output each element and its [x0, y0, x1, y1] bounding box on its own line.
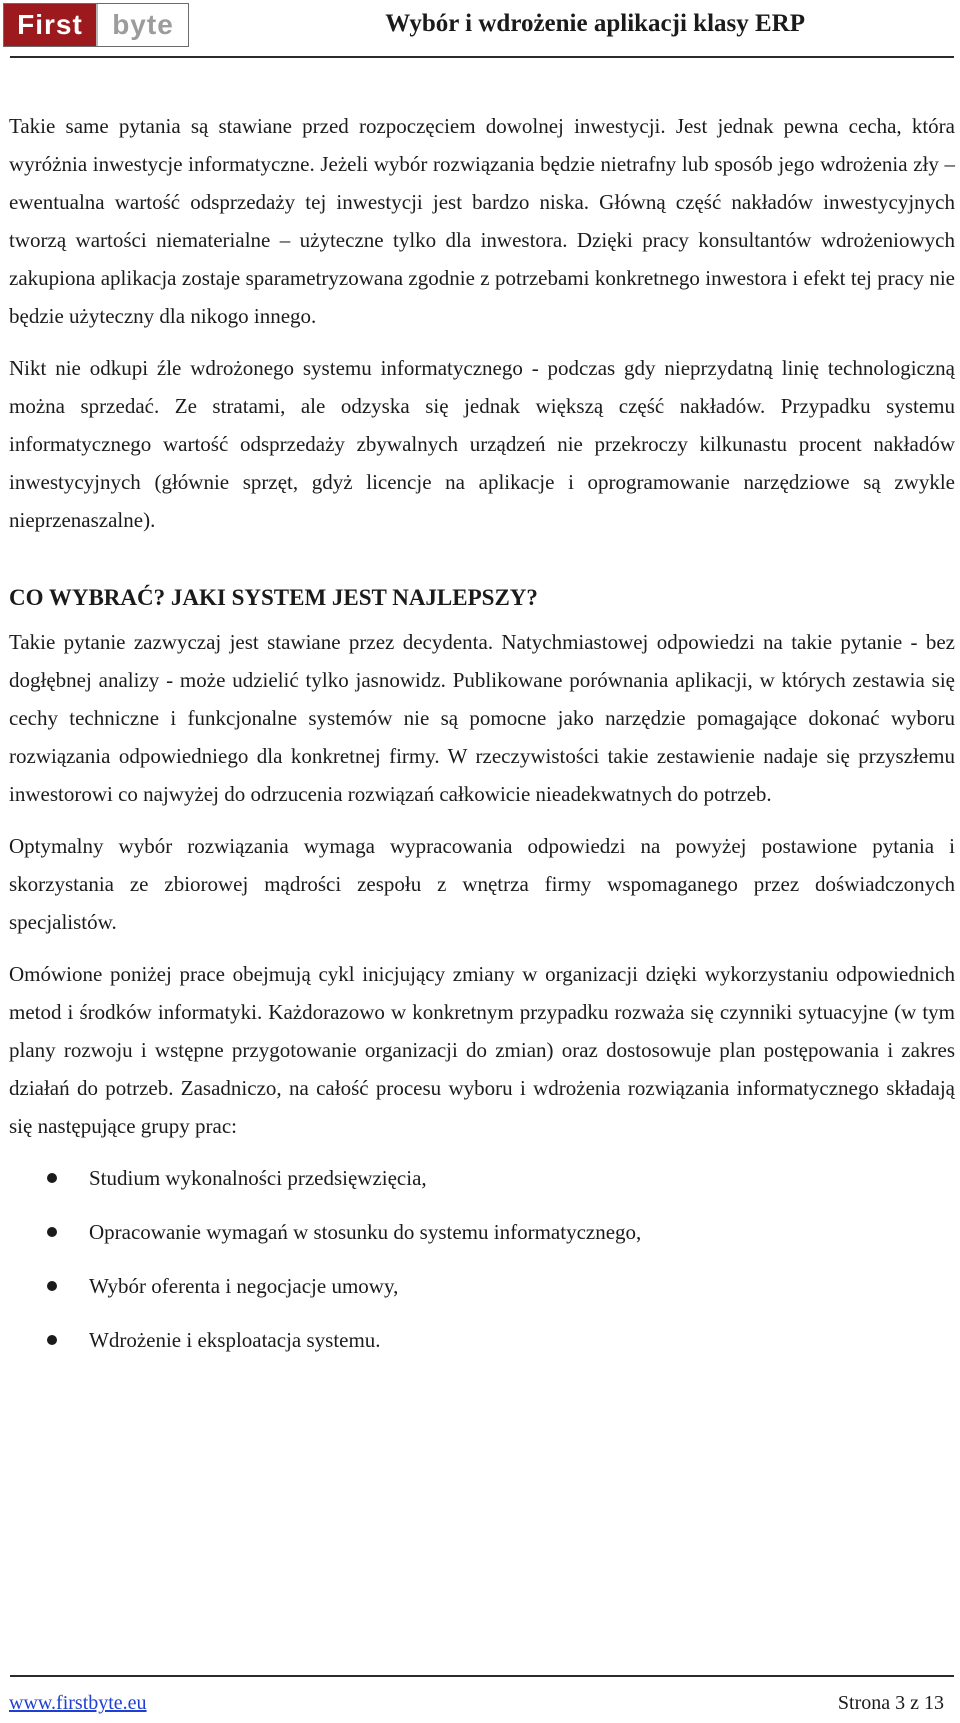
firstbyte-logo — [3, 3, 189, 47]
list-item-text: Wdrożenie i eksploatacja systemu. — [89, 1328, 381, 1352]
bullet-icon — [47, 1173, 57, 1183]
list-item-text: Wybór oferenta i negocjacje umowy, — [89, 1274, 399, 1298]
paragraph-3: Takie pytanie zazwyczaj jest stawiane przez decydenta. Natychmiastowej odpowiedzi na takie pytanie - bez dogłębnej analizy - może udzielić tylko jasnowidz. Publikowane porównania aplikacji, w których zestawia się cechy techniczne i funkcjonalne systemów nie są pomocne jako narzędzie pomagające dokonać wyboru rozwiązania odpowiedniego dla konkretnej firmy. W rzeczywistości takie zestawienie nadaje się przyszłemu inwestorowi co najwyżej do odrzucenia rozwiązań całkowicie nieadekwatnych do potrzeb. — [9, 630, 955, 806]
document-body — [9, 107, 955, 1375]
list-item — [9, 1321, 955, 1375]
list-item — [9, 1267, 955, 1321]
paragraph-1: Takie same pytania są stawiane przed rozpoczęciem dowolnej inwestycji. Jest jednak pewna cecha, która wyróżnia inwestycje informatyczne. Jeżeli wybór rozwiązania będzie nietrafny lub sposób jego wdrożenia zły – ewentualna wartość odsprzedaży tej inwestycji jest bardzo niska. Główną część nakładów inwestycyjnych tworzą wartości niematerialne – użyteczne tylko dla inwestora. Dzięki pracy konsultantów wdrożeniowych zakupiona aplikacja zostaje sparametryzowana zgodnie z potrzebami konkretnego inwestora i efekt tej pracy nie będzie użyteczny dla nikogo innego. — [9, 114, 955, 328]
bullet-icon — [47, 1227, 57, 1237]
section-heading: CO WYBRAĆ? JAKI SYSTEM JEST NAJLEPSZY? — [9, 585, 538, 610]
list-item — [9, 1159, 955, 1213]
paragraph-5: Omówione poniżej prace obejmują cykl inicjujący zmiany w organizacji dzięki wykorzystaniu odpowiednich metod i środków informatyki. Każdorazowo w konkretnym przypadku rozważa się czynniki sytuacyjne (w tym plany rozwoju i wstępne przygotowanie organizacji do zmian) oraz dostosowuje plan postępowania i zakres działań do potrzeb. Zasadniczo, na całość procesu wyboru i wdrożenia rozwiązania informatycznego składają się następujące grupy prac: — [9, 962, 955, 1138]
paragraph-4: Optymalny wybór rozwiązania wymaga wypracowania odpowiedzi na powyżej postawione pytania i skorzystania ze zbiorowej mądrości zespołu z wnętrza firmy wspomaganego przez doświadczonych specjalistów. — [9, 834, 955, 934]
website-link[interactable]: www.firstbyte.eu — [9, 1692, 147, 1714]
bullet-icon — [47, 1335, 57, 1345]
paragraph-2: Nikt nie odkupi źle wdrożonego systemu informatycznego - podczas gdy nieprzydatną linię technologiczną można sprzedać. Ze stratami, ale odzyska się jednak większą część nakładów. Przypadku systemu informatycznego wartość odsprzedaży zbywalnych urządzeń nie przekroczy kilkunastu procent nakładów inwestycyjnych (głównie sprzęt, gdyż licencje na aplikacje i oprogramowanie narzędziowe są zwykle nieprzenaszalne). — [9, 356, 955, 532]
page-header — [0, 0, 960, 56]
logo-first-part: First — [4, 4, 96, 46]
document-title: Wybór i wdrożenie aplikacji klasy ERP — [385, 10, 805, 37]
bullet-icon — [47, 1281, 57, 1291]
logo-byte-part: byte — [96, 4, 188, 46]
list-item-text: Opracowanie wymagań w stosunku do systemu informatycznego, — [89, 1220, 642, 1244]
work-groups-list — [9, 1159, 955, 1375]
footer-divider — [10, 1675, 954, 1677]
page-number: Strona 3 z 13 — [837, 1692, 944, 1714]
list-item-text: Studium wykonalności przedsięwzięcia, — [89, 1166, 427, 1190]
header-divider — [10, 56, 954, 58]
list-item — [9, 1213, 955, 1267]
